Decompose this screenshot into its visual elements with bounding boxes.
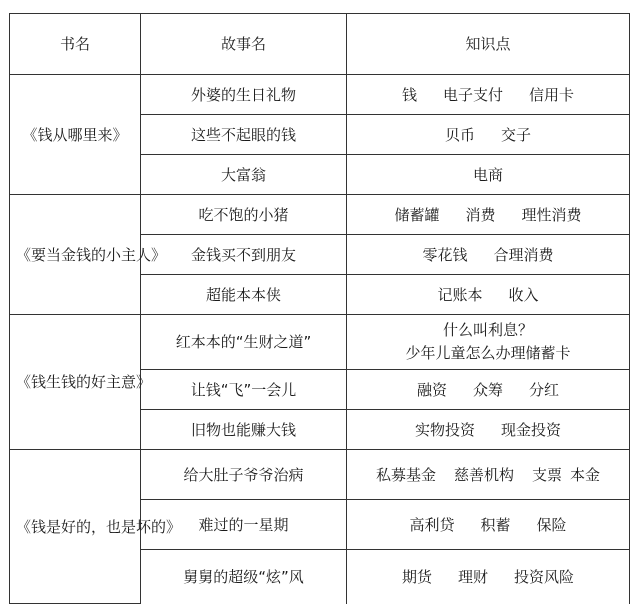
table-row	[10, 195, 630, 235]
story-name: 舅舅的超级“炫”风	[141, 550, 347, 604]
knowledge-point: 众筹	[472, 380, 503, 399]
story-name: 金钱买不到朋友	[141, 235, 347, 275]
story-name: 超能本本侠	[141, 275, 347, 315]
story-name: 外婆的生日礼物	[141, 75, 347, 115]
knowledge-point: 分红	[529, 380, 560, 399]
story-name: 给大肚子爷爷治病	[141, 450, 347, 500]
story-name: 让钱“飞”一会儿	[141, 370, 347, 410]
knowledge-points	[347, 235, 630, 275]
knowledge-points	[347, 315, 630, 370]
header-row	[10, 14, 630, 75]
knowledge-point: 理财	[457, 567, 488, 586]
knowledge-points	[347, 195, 630, 235]
knowledge-point: 少年儿童怎么办理储蓄卡	[405, 344, 571, 362]
knowledge-point: 实物投资	[414, 420, 475, 439]
knowledge-point: 记账本	[437, 285, 483, 304]
knowledge-point: 理性消费	[521, 205, 582, 224]
header-book: 书名	[10, 14, 141, 75]
knowledge-points	[347, 115, 630, 155]
story-name: 吃不饱的小猪	[141, 195, 347, 235]
knowledge-point: 合理消费	[493, 245, 554, 264]
knowledge-point: 保险	[536, 515, 567, 534]
knowledge-points	[347, 550, 630, 604]
knowledge-point: 高利贷	[409, 515, 455, 534]
knowledge-point: 钱	[401, 85, 417, 104]
knowledge-point: 贝币	[444, 125, 475, 144]
knowledge-point: 积蓄	[480, 515, 511, 534]
knowledge-points	[347, 75, 630, 115]
knowledge-points	[347, 275, 630, 315]
story-name: 难过的一星期	[141, 500, 347, 550]
knowledge-point: 储蓄罐	[394, 205, 440, 224]
book-title-2: 《要当金钱的小主人》	[10, 195, 141, 315]
knowledge-point: 现金投资	[501, 420, 562, 439]
story-name: 大富翁	[141, 155, 347, 195]
knowledge-point: 电子支付	[442, 85, 503, 104]
knowledge-point: 私募基金	[375, 465, 436, 484]
knowledge-points	[347, 410, 630, 450]
knowledge-point: 收入	[508, 285, 539, 304]
knowledge-point: 本金	[570, 465, 601, 484]
knowledge-point: 交子	[501, 125, 532, 144]
knowledge-point: 投资风险	[514, 567, 575, 586]
header-story: 故事名	[141, 14, 347, 75]
table-row	[10, 315, 630, 370]
knowledge-point: 零花钱	[422, 245, 468, 264]
table-row	[10, 75, 630, 115]
knowledge-point: 慈善机构	[453, 465, 514, 484]
knowledge-points	[347, 450, 630, 500]
knowledge-point: 融资	[416, 380, 447, 399]
knowledge-point: 期货	[401, 567, 432, 586]
story-name: 这些不起眼的钱	[141, 115, 347, 155]
knowledge-point: 支票	[532, 465, 563, 484]
knowledge-points	[347, 155, 630, 195]
story-name: 红本本的“生财之道”	[141, 315, 347, 370]
knowledge-point: 信用卡	[529, 85, 575, 104]
knowledge-points	[347, 500, 630, 550]
book-title-3: 《钱生钱的好主意》	[10, 315, 141, 450]
table-row	[10, 450, 630, 500]
book-title-1: 《钱从哪里来》	[10, 75, 141, 195]
knowledge-points	[347, 370, 630, 410]
knowledge-table	[9, 13, 630, 604]
knowledge-point: 消费	[465, 205, 496, 224]
story-name: 旧物也能赚大钱	[141, 410, 347, 450]
knowledge-point: 什么叫利息？	[442, 321, 533, 339]
book-title-4: 《钱是好的，也是坏的》	[10, 450, 141, 604]
header-knowledge: 知识点	[347, 14, 630, 75]
knowledge-point: 电商	[472, 165, 503, 184]
